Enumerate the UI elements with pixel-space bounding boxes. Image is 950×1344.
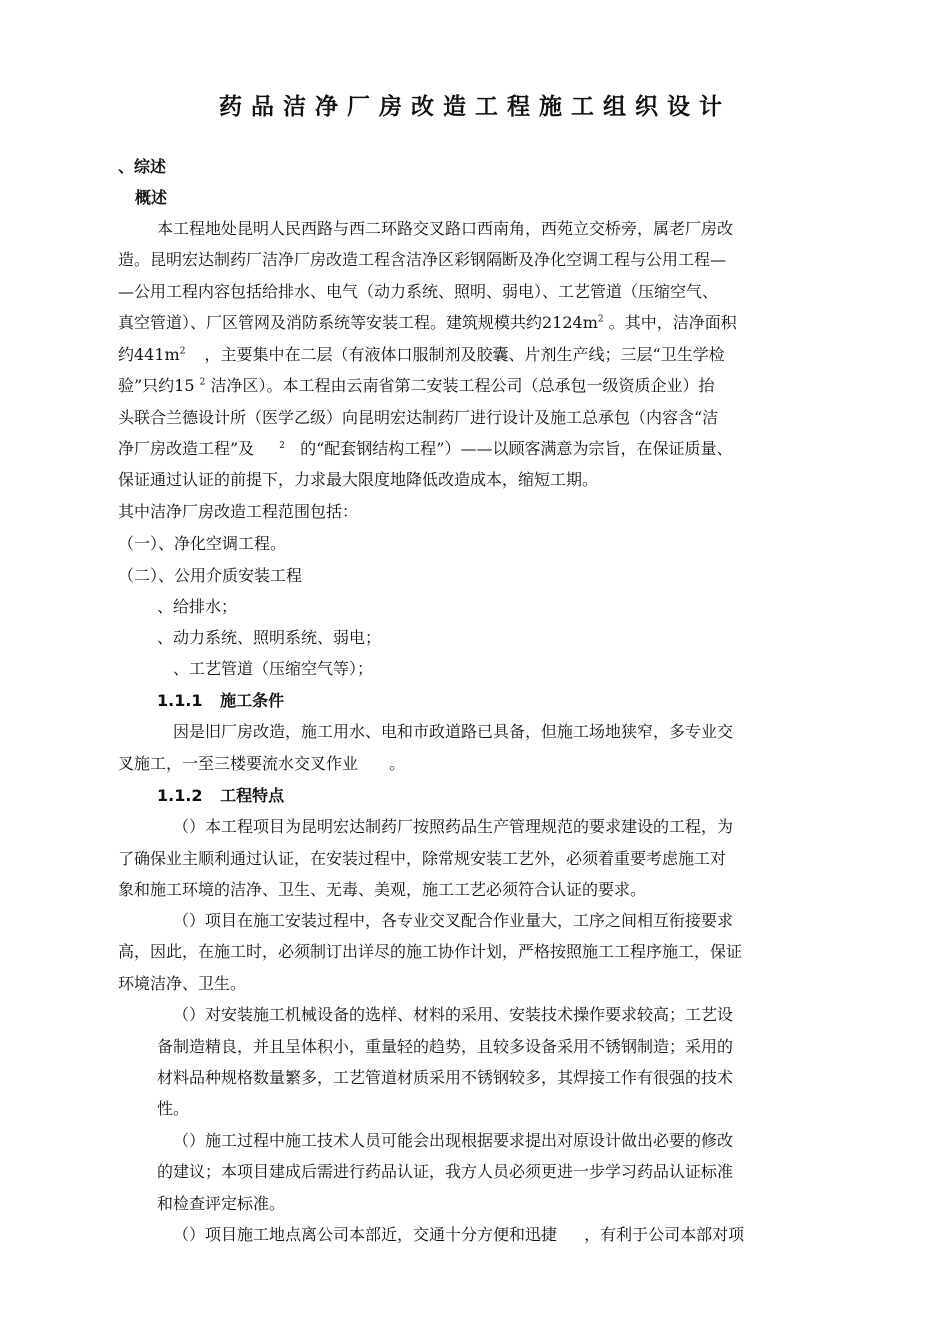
feature-line: 的建议；本项目建成后需进行药品认证，我方人员必须更进一步学习药品认证标准 bbox=[157, 1162, 734, 1181]
overview-line: 头联合兰德设计所（医学乙级）向昆明宏达制药厂进行设计及施工总承包（内容含“洁 bbox=[118, 408, 719, 427]
scope-subitem: 、动力系统、照明系统、弱电； bbox=[157, 628, 382, 647]
overview-text: 真空管道）、厂区管网及消防系统等安装工程。建筑规模共约2124m bbox=[118, 313, 598, 332]
feature-text: （）项目施工地点离公司本部近，交通十分方便和迅捷 bbox=[173, 1225, 558, 1244]
feature-line: 材料品种规格数量繁多，工艺管道材质采用不锈钢较多，其焊接工作有很强的技术 bbox=[157, 1068, 734, 1087]
scope-intro: 其中洁净厂房改造工程范围包括： bbox=[118, 502, 359, 521]
overview-text: 洁净区）。本工程由云南省第二安装工程公司（总承包一级资质企业）抬 bbox=[210, 376, 715, 395]
overview-line bbox=[118, 313, 737, 333]
scope-subitem: 、工艺管道（压缩空气等）； bbox=[173, 659, 374, 678]
paragraph-text: 叉施工，一至三楼要流水交叉作业 bbox=[118, 754, 359, 773]
scope-subitem: 、给排水； bbox=[157, 597, 238, 616]
feature-line: （）施工过程中施工技术人员可能会出现根据要求提出对原设计做出必要的修改 bbox=[173, 1131, 734, 1150]
feature-line: 象和施工环境的洁净、卫生、无毒、美观，施工工艺必须符合认证的要求。 bbox=[118, 880, 647, 899]
overview-line: 本工程地处昆明人民西路与西二环路交叉路口西南角，西苑立交桥旁，属老厂房改 bbox=[157, 219, 734, 238]
overview-text: 的“配套钢结构工程”）——以顾客满意为宗旨，在保证质量、 bbox=[300, 439, 733, 458]
feature-line: 性。 bbox=[157, 1099, 190, 1118]
paragraph-line bbox=[118, 754, 405, 774]
paragraph-text: 。 bbox=[389, 754, 406, 773]
subsection-overview-heading: 概述 bbox=[135, 188, 168, 207]
overview-line bbox=[118, 345, 725, 365]
section-title: 工程特点 bbox=[220, 786, 285, 805]
overview-line: 造。昆明宏达制药厂洁净厂房改造工程含洁净区彩钢隔断及净化空调工程与公用工程— bbox=[118, 250, 727, 269]
feature-line: 和检查评定标准。 bbox=[157, 1194, 286, 1213]
overview-line bbox=[118, 439, 732, 459]
feature-line: （）对安装施工机械设备的选样、材料的采用、安装技术操作要求较高；工艺设 bbox=[173, 1005, 734, 1024]
section-1-1-1-heading bbox=[157, 691, 284, 711]
paragraph-line: 因是旧厂房改造，施工用水、电和市政道路已具备，但施工场地狭窄，多专业交 bbox=[173, 722, 734, 741]
feature-line: （）项目在施工安装过程中，各专业交叉配合作业量大，工序之间相互衔接要求 bbox=[173, 911, 734, 930]
document-title: 药品洁净厂房改造工程施工组织设计 bbox=[219, 94, 731, 120]
section-heading: 、综述 bbox=[118, 157, 167, 176]
overview-line: 保证通过认证的前提下，力求最大限度地降低改造成本，缩短工期。 bbox=[118, 470, 599, 489]
overview-line bbox=[118, 376, 714, 396]
overview-line: —公用工程内容包括给排水、电气（动力系统、照明、弱电）、工艺管道（压缩空气、 bbox=[118, 282, 719, 301]
section-1-1-2-heading bbox=[157, 786, 284, 806]
feature-line: 了确保业主顺利通过认证，在安装过程中，除常规安装工艺外，必须着重要考虑施工对 bbox=[118, 849, 727, 868]
feature-line bbox=[173, 1225, 744, 1245]
section-number: 1.1.2 bbox=[157, 786, 203, 805]
overview-text: 验”只约15 bbox=[118, 376, 195, 395]
overview-text: 净厂房改造工程”及 bbox=[118, 439, 255, 458]
section-number: 1.1.1 bbox=[157, 691, 203, 710]
superscript: 2 bbox=[199, 377, 206, 388]
superscript: 2 bbox=[179, 346, 186, 357]
scope-item-1: （一）、净化空调工程。 bbox=[118, 534, 287, 553]
section-title: 施工条件 bbox=[220, 691, 285, 710]
superscript: 2 bbox=[279, 440, 286, 451]
overview-text: 约441m bbox=[118, 345, 180, 364]
overview-text: 。其中，洁净面积 bbox=[608, 313, 737, 332]
overview-text: ，主要集中在二层（有液体口服制剂及胶囊、片剂生产线；三层“卫生学检 bbox=[204, 345, 725, 364]
superscript: 2 bbox=[597, 314, 604, 325]
scope-item-2: （二）、公用介质安装工程 bbox=[118, 566, 303, 585]
feature-text: ，有利于公司本部对项 bbox=[584, 1225, 745, 1244]
feature-line: 高，因此，在施工时，必须制订出详尽的施工协作计划，严格按照施工工程序施工，保证 bbox=[118, 942, 743, 961]
feature-line: 环境洁净、卫生。 bbox=[118, 974, 247, 993]
feature-line: （）本工程项目为昆明宏达制药厂按照药品生产管理规范的要求建设的工程，为 bbox=[173, 817, 734, 836]
feature-line: 备制造精良，并且呈体积小，重量轻的趋势，且较多设备采用不锈钢制造；采用的 bbox=[157, 1037, 734, 1056]
